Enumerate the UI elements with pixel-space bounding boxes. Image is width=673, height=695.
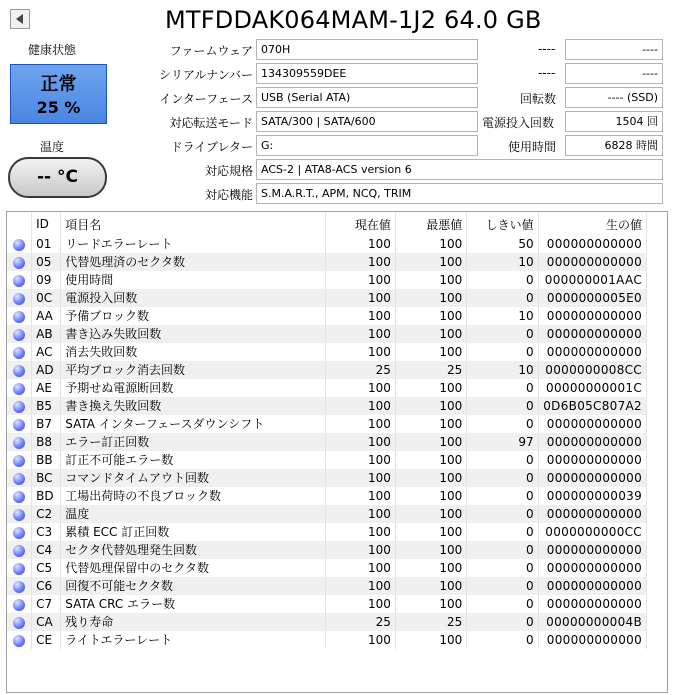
smart-row-01[interactable] (7, 235, 647, 253)
attribute-name: 予期せぬ電源断回数 (61, 379, 325, 397)
standard-value: ACS-2 | ATA8-ACS version 6 (256, 159, 663, 180)
current-value: 100 (325, 469, 395, 487)
attribute-id: 09 (32, 271, 61, 289)
threshold-value: 0 (467, 451, 538, 469)
attribute-name: 残り寿命 (61, 613, 325, 631)
smart-row-AC[interactable] (7, 343, 647, 361)
transfer-mode-value: SATA/300 | SATA/600 (256, 111, 478, 132)
attribute-id: CE (32, 631, 61, 649)
status-cell (7, 325, 32, 343)
worst-value: 100 (395, 415, 466, 433)
power-on-count-value: 1504 回 (565, 111, 663, 132)
disk-title: MTFDDAK064MAM-1J2 64.0 GB (165, 6, 542, 34)
threshold-value: 10 (467, 307, 538, 325)
threshold-value: 0 (467, 487, 538, 505)
smart-attributes-table[interactable] (7, 213, 647, 649)
raw-value: 0000000000CC (538, 523, 646, 541)
status-dot-icon (13, 437, 25, 449)
status-cell (7, 559, 32, 577)
threshold-value: 0 (467, 379, 538, 397)
attribute-id: BC (32, 469, 61, 487)
raw-value: 000000000000 (538, 253, 646, 271)
status-cell (7, 415, 32, 433)
status-cell (7, 451, 32, 469)
attribute-id: C6 (32, 577, 61, 595)
smart-row-C4[interactable] (7, 541, 647, 559)
attribute-name: SATA CRC エラー数 (61, 595, 325, 613)
threshold-value: 0 (467, 613, 538, 631)
features-label: 対応機能 (204, 188, 253, 202)
current-value: 100 (325, 433, 395, 451)
status-cell (7, 469, 32, 487)
worst-value: 100 (395, 325, 466, 343)
blank-label-1: ---- (538, 42, 556, 56)
status-dot-icon (13, 257, 25, 269)
attribute-name: ライトエラーレート (61, 631, 325, 649)
attribute-id: 01 (32, 235, 61, 253)
attribute-name: コマンドタイムアウト回数 (61, 469, 325, 487)
smart-table-header (7, 213, 647, 235)
raw-value: 000000000000 (538, 469, 646, 487)
status-dot-icon (13, 581, 25, 593)
current-value: 25 (325, 613, 395, 631)
status-cell (7, 613, 32, 631)
status-cell (7, 577, 32, 595)
threshold-value: 0 (467, 397, 538, 415)
status-cell (7, 541, 32, 559)
current-value: 100 (325, 397, 395, 415)
threshold-value: 97 (467, 433, 538, 451)
raw-value: 000000000000 (538, 415, 646, 433)
threshold-value: 50 (467, 235, 538, 253)
worst-value: 100 (395, 289, 466, 307)
attribute-name: セクタ代替処理発生回数 (61, 541, 325, 559)
threshold-value: 0 (467, 523, 538, 541)
threshold-value: 0 (467, 559, 538, 577)
worst-value: 100 (395, 397, 466, 415)
smart-row-C3[interactable] (7, 523, 647, 541)
attribute-name: 電源投入回数 (61, 289, 325, 307)
smart-row-AA[interactable] (7, 307, 647, 325)
current-value: 25 (325, 361, 395, 379)
health-status-text: 正常 (40, 74, 77, 95)
attribute-id: B5 (32, 397, 61, 415)
raw-value: 00000000001C (538, 379, 646, 397)
attribute-name: 訂正不可能エラー数 (61, 451, 325, 469)
smart-row-AB[interactable] (7, 325, 647, 343)
current-value: 100 (325, 451, 395, 469)
drive-letter-label: ドライブレター (170, 140, 253, 154)
raw-column-header[interactable]: 生の値 (538, 213, 646, 235)
raw-value: 000000000000 (538, 631, 646, 649)
attribute-id: AC (32, 343, 61, 361)
name-column-header[interactable]: 項目名 (61, 213, 325, 235)
current-value: 100 (325, 541, 395, 559)
worst-value: 100 (395, 379, 466, 397)
rotation-value: ---- (SSD) (565, 87, 663, 108)
raw-value: 000000000000 (538, 541, 646, 559)
current-value: 100 (325, 307, 395, 325)
attribute-name: 予備ブロック数 (61, 307, 325, 325)
attribute-id: B8 (32, 433, 61, 451)
status-dot-icon (13, 527, 25, 539)
blank-label-2: ---- (538, 66, 556, 80)
temperature-label: 温度 (40, 140, 65, 154)
status-dot-icon (13, 293, 25, 305)
threshold-value: 0 (467, 289, 538, 307)
health-status-box[interactable] (10, 64, 107, 124)
worst-value: 25 (395, 361, 466, 379)
smart-row-AD[interactable] (7, 361, 647, 379)
attribute-id: C4 (32, 541, 61, 559)
power-on-hours-label: 使用時間 (508, 140, 557, 154)
threshold-value: 10 (467, 253, 538, 271)
status-dot-icon (13, 239, 25, 251)
current-value: 100 (325, 505, 395, 523)
status-dot-icon (13, 383, 25, 395)
current-value: 100 (325, 559, 395, 577)
status-cell (7, 505, 32, 523)
status-cell (7, 235, 32, 253)
attribute-id: B7 (32, 415, 61, 433)
status-dot-icon (13, 365, 25, 377)
features-value: S.M.A.R.T., APM, NCQ, TRIM (256, 183, 663, 204)
temperature-box[interactable]: -- °C (8, 157, 107, 198)
status-dot-icon (13, 563, 25, 575)
attribute-name: 使用時間 (61, 271, 325, 289)
attribute-name: エラー訂正回数 (61, 433, 325, 451)
current-value: 100 (325, 343, 395, 361)
worst-value: 100 (395, 505, 466, 523)
smart-row-C6[interactable] (7, 577, 647, 595)
interface-value: USB (Serial ATA) (256, 87, 478, 108)
worst-value: 25 (395, 613, 466, 631)
status-cell (7, 487, 32, 505)
status-dot-icon (13, 473, 25, 485)
raw-value: 000000000000 (538, 577, 646, 595)
current-value: 100 (325, 235, 395, 253)
current-value: 100 (325, 631, 395, 649)
attribute-id: C3 (32, 523, 61, 541)
status-dot-icon (13, 599, 25, 611)
threshold-value: 10 (467, 361, 538, 379)
smart-row-BD[interactable] (7, 487, 647, 505)
threshold-value: 0 (467, 271, 538, 289)
attribute-id: AA (32, 307, 61, 325)
firmware-value: 070H (256, 39, 478, 60)
attribute-id: BD (32, 487, 61, 505)
status-cell (7, 397, 32, 415)
attribute-name: 書き換え失敗回数 (61, 397, 325, 415)
raw-value: 0D6B05C807A2 (538, 397, 646, 415)
raw-value: 000000000000 (538, 451, 646, 469)
firmware-label: ファームウェア (169, 44, 253, 58)
smart-row-CA[interactable] (7, 613, 647, 631)
power-on-count-label: 電源投入回数 (482, 116, 555, 130)
threshold-value: 0 (467, 325, 538, 343)
status-cell (7, 307, 32, 325)
worst-value: 100 (395, 235, 466, 253)
threshold-value: 0 (467, 415, 538, 433)
raw-value: 0000000005E0 (538, 289, 646, 307)
status-cell (7, 631, 32, 649)
worst-column-header[interactable]: 最悪値 (395, 213, 466, 235)
raw-value: 000000000000 (538, 505, 646, 523)
serial-value: 134309559DEE (256, 63, 478, 84)
worst-value: 100 (395, 253, 466, 271)
worst-value: 100 (395, 487, 466, 505)
raw-value: 0000000008CC (538, 361, 646, 379)
status-dot-icon (13, 419, 25, 431)
attribute-id: BB (32, 451, 61, 469)
previous-disk-button[interactable] (10, 9, 30, 29)
attribute-name: 累積 ECC 訂正回数 (61, 523, 325, 541)
status-dot-icon (13, 311, 25, 323)
power-on-hours-value: 6828 時間 (565, 135, 663, 156)
status-dot-icon (13, 491, 25, 503)
attribute-name: 代替処理済のセクタ数 (61, 253, 325, 271)
attribute-id: 05 (32, 253, 61, 271)
worst-value: 100 (395, 307, 466, 325)
current-value: 100 (325, 379, 395, 397)
attribute-name: リードエラーレート (61, 235, 325, 253)
status-cell (7, 361, 32, 379)
smart-row-AE[interactable] (7, 379, 647, 397)
status-dot-icon (13, 401, 25, 413)
smart-row-CE[interactable] (7, 631, 647, 649)
raw-value: 000000000000 (538, 235, 646, 253)
raw-value: 000000000000 (538, 559, 646, 577)
attribute-id: AE (32, 379, 61, 397)
health-percent: 25 % (36, 98, 81, 117)
worst-value: 100 (395, 469, 466, 487)
standard-label: 対応規格 (204, 164, 253, 178)
worst-value: 100 (395, 433, 466, 451)
status-cell (7, 523, 32, 541)
threshold-value: 0 (467, 595, 538, 613)
worst-value: 100 (395, 595, 466, 613)
serial-label: シリアルナンバー (158, 68, 253, 82)
status-dot-icon (13, 545, 25, 557)
drive-letter-value: G: (256, 135, 478, 156)
status-dot-icon (13, 455, 25, 467)
blank-value-2: ---- (565, 63, 663, 84)
threshold-value: 0 (467, 577, 538, 595)
worst-value: 100 (395, 523, 466, 541)
attribute-id: AD (32, 361, 61, 379)
blank-value-1: ---- (565, 39, 663, 60)
attribute-id: C7 (32, 595, 61, 613)
attribute-name: 温度 (61, 505, 325, 523)
smart-row-C5[interactable] (7, 559, 647, 577)
status-dot-icon (13, 509, 25, 521)
smart-row-05[interactable] (7, 253, 647, 271)
attribute-name: 平均ブロック消去回数 (61, 361, 325, 379)
threshold-value: 0 (467, 631, 538, 649)
status-cell (7, 343, 32, 361)
interface-label: インターフェース (159, 92, 253, 106)
worst-value: 100 (395, 451, 466, 469)
status-dot-icon (13, 635, 25, 647)
smart-row-B8[interactable] (7, 433, 647, 451)
attribute-id: AB (32, 325, 61, 343)
worst-value: 100 (395, 343, 466, 361)
worst-value: 100 (395, 559, 466, 577)
threshold-value: 0 (467, 541, 538, 559)
attribute-id: 0C (32, 289, 61, 307)
attribute-name: 代替処理保留中のセクタ数 (61, 559, 325, 577)
threshold-value: 0 (467, 469, 538, 487)
smart-row-C2[interactable] (7, 505, 647, 523)
smart-row-09[interactable] (7, 271, 647, 289)
attribute-name: 消去失敗回数 (61, 343, 325, 361)
current-value: 100 (325, 487, 395, 505)
transfer-mode-label: 対応転送モード (169, 116, 253, 130)
current-value: 100 (325, 595, 395, 613)
current-value: 100 (325, 289, 395, 307)
status-cell (7, 595, 32, 613)
attribute-id: C5 (32, 559, 61, 577)
worst-value: 100 (395, 271, 466, 289)
status-cell (7, 379, 32, 397)
status-cell (7, 253, 32, 271)
current-value: 100 (325, 253, 395, 271)
raw-value: 000000000000 (538, 343, 646, 361)
current-value: 100 (325, 271, 395, 289)
attribute-name: 回復不可能セクタ数 (61, 577, 325, 595)
worst-value: 100 (395, 631, 466, 649)
raw-value: 000000000000 (538, 307, 646, 325)
attribute-name: 書き込み失敗回数 (61, 325, 325, 343)
status-dot-icon (13, 275, 25, 287)
attribute-id: CA (32, 613, 61, 631)
raw-value: 000000001AAC (538, 271, 646, 289)
attribute-name: 工場出荷時の不良ブロック数 (61, 487, 325, 505)
smart-row-BB[interactable] (7, 451, 647, 469)
rotation-label: 回転数 (520, 92, 557, 106)
current-value: 100 (325, 415, 395, 433)
raw-value: 000000000000 (538, 325, 646, 343)
id-column-header[interactable]: ID (32, 213, 61, 235)
raw-value: 000000000000 (538, 595, 646, 613)
threshold-value: 0 (467, 343, 538, 361)
smart-row-C7[interactable] (7, 595, 647, 613)
current-column-header[interactable]: 現在値 (325, 213, 395, 235)
health-label: 健康状態 (28, 43, 77, 57)
status-dot-icon (13, 329, 25, 341)
threshold-value: 0 (467, 505, 538, 523)
status-dot-icon (13, 617, 25, 629)
status-cell (7, 433, 32, 451)
current-value: 100 (325, 325, 395, 343)
raw-value: 00000000004B (538, 613, 646, 631)
threshold-column-header[interactable]: しきい値 (467, 213, 538, 235)
status-column-header[interactable] (7, 213, 32, 235)
status-cell (7, 289, 32, 307)
smart-row-0C[interactable] (7, 289, 647, 307)
current-value: 100 (325, 577, 395, 595)
raw-value: 000000000039 (538, 487, 646, 505)
attribute-name: SATA インターフェースダウンシフト (61, 415, 325, 433)
worst-value: 100 (395, 577, 466, 595)
status-cell (7, 271, 32, 289)
current-value: 100 (325, 523, 395, 541)
worst-value: 100 (395, 541, 466, 559)
smart-row-BC[interactable] (7, 469, 647, 487)
attribute-id: C2 (32, 505, 61, 523)
smart-row-B7[interactable] (7, 415, 647, 433)
smart-row-B5[interactable] (7, 397, 647, 415)
raw-value: 000000000000 (538, 433, 646, 451)
status-dot-icon (13, 347, 25, 359)
